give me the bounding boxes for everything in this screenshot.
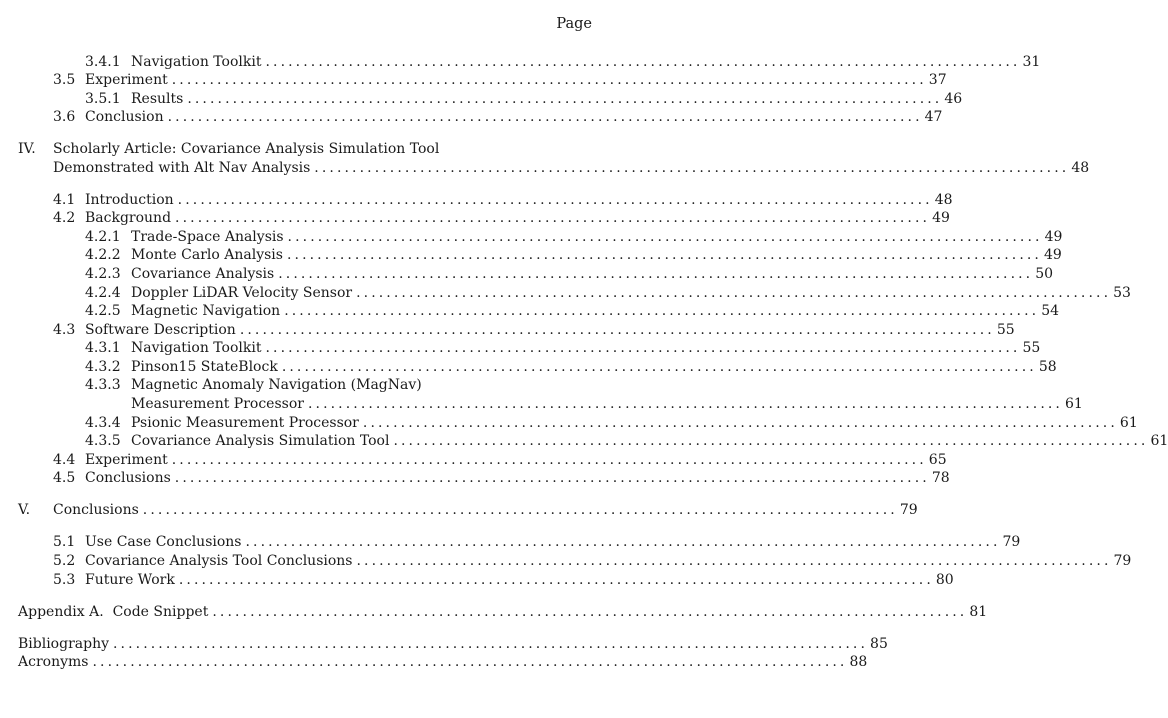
dot-leader: .................................................................................................... (187, 91, 943, 107)
entry-number: 3.5.1 (85, 91, 121, 107)
toc-entry-4-4[interactable] (0, 450, 947, 470)
toc-entry-3-4-1[interactable] (0, 52, 1041, 72)
dot-leader: .................................................................................................... (113, 636, 869, 652)
dot-leader: .................................................................................................... (171, 452, 927, 468)
chapter-title-line-2: Demonstrated with Alt Nav Analysis (53, 158, 314, 178)
acronyms-title: Acronyms (18, 652, 92, 672)
entry-title: Covariance Analysis Simulation Tool (131, 431, 393, 451)
toc-entry-4-3-4[interactable] (0, 413, 1138, 433)
entry-number: 4.3.5 (85, 433, 121, 449)
dot-leader: .................................................................................................... (142, 502, 898, 518)
entry-page: 48 (1071, 160, 1090, 176)
toc-chapter-iv[interactable] (0, 139, 626, 159)
entry-page: 48 (934, 192, 953, 208)
toc-chapter-v[interactable] (0, 500, 918, 520)
entry-title: Monte Carlo Analysis (131, 245, 287, 265)
entry-title: Use Case Conclusions (85, 532, 245, 552)
chapter-title: Conclusions (53, 500, 143, 520)
toc-entry-4-2[interactable] (0, 208, 950, 228)
appendix-title: Appendix A. Code Snippet (18, 602, 212, 622)
entry-title: Background (85, 208, 175, 228)
toc-entry-4-3-1[interactable] (0, 338, 1041, 358)
entry-number: 4.3.3 (85, 377, 121, 393)
entry-title: Conclusion (85, 107, 168, 127)
entry-title: Covariance Analysis Tool Conclusions (85, 551, 356, 571)
entry-page: 37 (928, 72, 947, 88)
entry-title: Introduction (85, 190, 178, 210)
entry-number: 4.3.1 (85, 340, 121, 356)
toc-entry-3-6[interactable] (0, 107, 943, 127)
entry-number: 4.2.1 (85, 229, 121, 245)
entry-title: Doppler LiDAR Velocity Sensor (131, 283, 356, 303)
entry-page: 47 (924, 109, 943, 125)
dot-leader: .................................................................................................... (284, 303, 1040, 319)
entry-number: 4.1 (53, 192, 76, 208)
entry-title: Future Work (85, 570, 179, 590)
toc-entry-5-3[interactable] (0, 570, 954, 590)
entry-page: 61 (1150, 433, 1168, 449)
entry-number: 5.1 (53, 534, 76, 550)
toc-entry-4-3[interactable] (0, 320, 1015, 340)
toc-bibliography[interactable] (0, 634, 888, 654)
entry-title: Magnetic Navigation (131, 301, 284, 321)
dot-leader: .................................................................................................... (278, 266, 1034, 282)
dot-leader: .................................................................................................... (177, 192, 933, 208)
entry-page: 53 (1113, 285, 1131, 301)
dot-leader: .................................................................................................... (175, 210, 931, 226)
toc-entry-4-2-3[interactable] (0, 264, 1054, 284)
entry-number: 4.2.2 (85, 247, 121, 263)
dot-leader: .................................................................................................... (286, 247, 1042, 263)
entry-page: 81 (969, 604, 988, 620)
toc-entry-4-3-3-line-2[interactable] (0, 394, 1083, 414)
entry-title: Pinson15 StateBlock (131, 357, 282, 377)
toc-entry-4-3-5[interactable] (0, 431, 1168, 451)
entry-number: 4.3 (53, 322, 76, 338)
bibliography-title: Bibliography (18, 634, 113, 654)
dot-leader: .................................................................................................... (393, 433, 1149, 449)
entry-title-line-2: Measurement Processor (131, 394, 308, 414)
entry-page: 79 (1113, 553, 1132, 569)
dot-leader: .................................................................................................... (178, 572, 934, 588)
entry-title: Navigation Toolkit (131, 52, 265, 72)
dot-leader: .................................................................................................... (307, 396, 1063, 412)
entry-title: Results (131, 89, 187, 109)
chapter-number: IV. (18, 141, 36, 157)
entry-title: Trade-Space Analysis (131, 227, 288, 247)
dot-leader: .................................................................................................... (356, 285, 1112, 301)
entry-page: 55 (996, 322, 1015, 338)
entry-title: Psionic Measurement Processor (131, 413, 363, 433)
dot-leader: .................................................................................................... (356, 553, 1112, 569)
entry-page: 61 (1065, 396, 1083, 412)
entry-number: 4.4 (53, 452, 76, 468)
entry-page: 65 (928, 452, 947, 468)
dot-leader: .................................................................................................... (265, 54, 1021, 70)
entry-title-line-1: Magnetic Anomaly Navigation (MagNav) (131, 377, 422, 393)
dot-leader: .................................................................................................... (265, 340, 1021, 356)
entry-number: 3.5 (53, 72, 76, 88)
entry-number: 4.3.4 (85, 415, 121, 431)
dot-leader: .................................................................................................... (245, 534, 1001, 550)
entry-page: 88 (849, 654, 868, 670)
dot-leader: .................................................................................................... (171, 72, 927, 88)
dot-leader: .................................................................................................... (167, 109, 923, 125)
entry-title: Experiment (85, 450, 172, 470)
entry-number: 5.2 (53, 553, 76, 569)
entry-page: 49 (932, 210, 950, 226)
entry-title: Conclusions (85, 468, 175, 488)
entry-page: 85 (870, 636, 888, 652)
toc-entry-3-5[interactable] (0, 70, 947, 90)
entry-page: 79 (899, 502, 918, 518)
toc-entry-4-2-5[interactable] (0, 301, 1060, 321)
page-column-label: Page (556, 16, 592, 32)
entry-page: 46 (944, 91, 963, 107)
entry-page: 54 (1041, 303, 1060, 319)
entry-page: 49 (1044, 247, 1062, 263)
toc-acronyms[interactable] (0, 652, 868, 672)
entry-number: 4.2.3 (85, 266, 121, 282)
entry-page: 78 (931, 470, 950, 486)
entry-number: 3.4.1 (85, 54, 121, 70)
dot-leader: .................................................................................................... (281, 359, 1037, 375)
dot-leader: .................................................................................................... (212, 604, 968, 620)
entry-page: 80 (935, 572, 954, 588)
toc-entry-4-3-3[interactable] (0, 375, 626, 395)
entry-number: 4.3.2 (85, 359, 121, 375)
entry-number: 5.3 (53, 572, 76, 588)
entry-number: 4.2 (53, 210, 76, 226)
entry-title: Software Description (85, 320, 240, 340)
entry-title: Experiment (85, 70, 172, 90)
entry-number: 4.2.4 (85, 285, 121, 301)
entry-number: 3.6 (53, 109, 76, 125)
entry-number: 4.5 (53, 470, 76, 486)
dot-leader: .................................................................................................... (314, 160, 1070, 176)
dot-leader: .................................................................................................... (287, 229, 1043, 245)
entry-number: 4.2.5 (85, 303, 121, 319)
entry-page: 31 (1022, 54, 1041, 70)
dot-leader: .................................................................................................... (174, 470, 930, 486)
toc-entry-4-5[interactable] (0, 468, 950, 488)
toc-entry-4-2-2[interactable] (0, 245, 1062, 265)
toc-entry-3-5-1[interactable] (0, 89, 963, 109)
entry-page: 49 (1044, 229, 1063, 245)
chapter-title-line-1: Scholarly Article: Covariance Analysis Simulation Tool (53, 141, 440, 157)
toc-entry-4-3-2[interactable] (0, 357, 1057, 377)
entry-page: 50 (1035, 266, 1054, 282)
chapter-number: V. (18, 502, 31, 518)
entry-title: Covariance Analysis (131, 264, 278, 284)
entry-page: 79 (1002, 534, 1021, 550)
toc-chapter-iv-line-2[interactable] (0, 158, 1090, 178)
toc-entry-4-2-1[interactable] (0, 227, 1063, 247)
dot-leader: .................................................................................................... (92, 654, 848, 670)
toc-entry-5-1[interactable] (0, 532, 1021, 552)
entry-page: 61 (1119, 415, 1138, 431)
entry-page: 55 (1022, 340, 1041, 356)
dot-leader: .................................................................................................... (362, 415, 1118, 431)
toc-entry-4-1[interactable] (0, 190, 953, 210)
toc-entry-4-2-4[interactable] (0, 283, 1131, 303)
toc-entry-5-2[interactable] (0, 551, 1132, 571)
entry-page: 58 (1038, 359, 1057, 375)
dot-leader: .................................................................................................... (239, 322, 995, 338)
toc-appendix-a[interactable] (0, 602, 988, 622)
entry-title: Navigation Toolkit (131, 338, 265, 358)
